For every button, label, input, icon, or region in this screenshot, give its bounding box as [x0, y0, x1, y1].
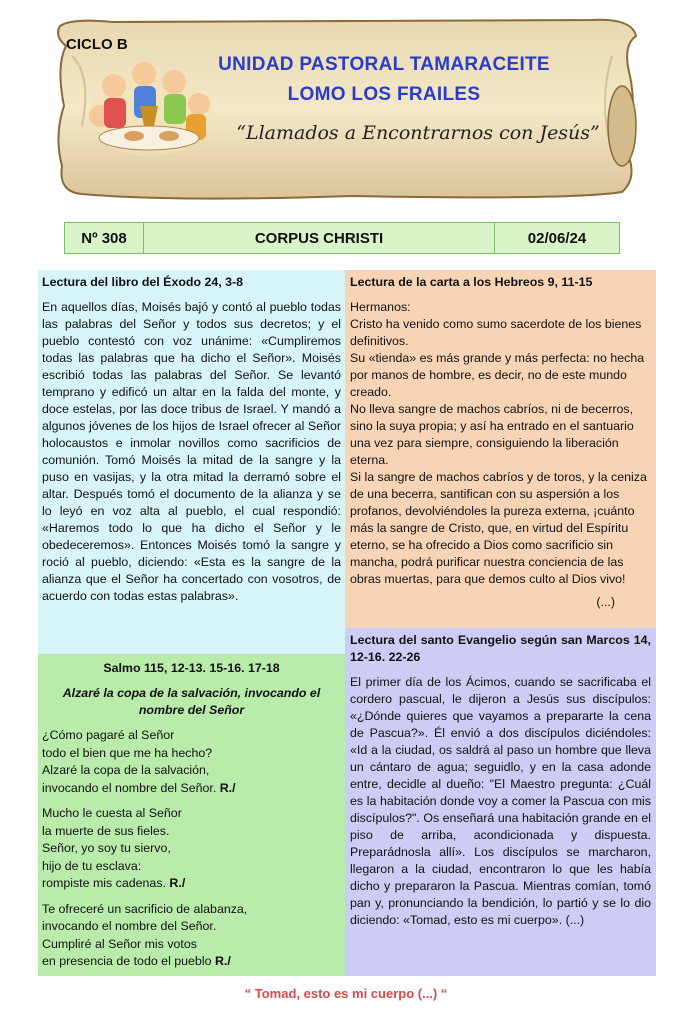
psalm-verse: Cumpliré al Señor mis votos — [42, 936, 197, 951]
psalm-verse: ¿Cómo pagaré al Señor — [42, 728, 175, 742]
psalm-title: Salmo 115, 12-13. 15-16. 17-18 — [103, 661, 280, 675]
issue-info-bar — [64, 222, 620, 254]
first-reading-title: Lectura del libro del Éxodo 24, 3-8 — [42, 275, 244, 289]
psalm-verse: Te ofreceré un sacrificio de alabanza, — [42, 901, 248, 916]
psalm-stanza — [42, 727, 341, 797]
psalm-verse: rompiste mis cadenas. R./ — [42, 876, 186, 890]
first-reading — [38, 270, 345, 654]
psalm-verse: Mucho le cuesta al Señor — [42, 806, 182, 820]
psalm-verse: Alzaré la copa de la salvación, — [42, 763, 210, 777]
issue-number: Nº 308 — [65, 223, 144, 253]
second-reading-ellipsis: (...) — [596, 595, 615, 609]
second-reading-line: Cristo ha venido como sumo sacerdote de los bienes definitivos. — [350, 317, 642, 348]
liturgical-cycle: CICLO B — [66, 36, 128, 53]
response-mark: R./ — [169, 876, 186, 890]
feast-title: CORPUS CHRISTI — [144, 223, 495, 253]
psalm-verse: invocando el nombre del Señor. R./ — [42, 780, 236, 795]
second-reading-line: No lleva sangre de machos cabríos, ni de becerros, sino la suya propia; y así ha entrado en el santuario una vez para siempre, consiguiendo la liberación eterna. — [350, 402, 634, 467]
issue-date: 02/06/24 — [527, 229, 587, 247]
first-reading-text: En aquellos días, Moisés bajó y contó al pueblo todas las palabras del Señor y todos sus decretos; y el pueblo contestó con voz unánime: «Cumpliremos todas las palabras que ha dicho el Señor». Moisés escribió todas las palabras del Señor. Se levantó temprano y edificó un altar en la falda del monte, y doce estelas, por las doce tribus de Israel. Y mandó a algunos jóvenes de los hijos de Israel ofrecer al Señor holocaustos e inmolar novillos como sacrificios de comunión. Tomó Moisés la mitad de la sangre y la puso en vasijas, y la otra mitad la derramó sobre el altar. Después tomó el documento de la alianza y se lo leyó en voz alta al pueblo, el cual respondió: «Haremos todo lo que ha dicho el Señor y le obedeceremos». Entonces Moisés tomó la sangre y roció al pueblo, diciendo: «Esta es la sangre de la alianza que el Señor ha concertado con vosotros, de acuerdo con todas estas palabras». — [42, 300, 341, 603]
footer-quote: “ Tomad, esto es mi cuerpo (...) “ — [244, 986, 448, 1001]
psalm-verse: la muerte de sus fieles. — [42, 823, 170, 838]
psalm-verse: hijo de tu esclava: — [42, 858, 142, 873]
psalm-stanza — [42, 901, 341, 971]
gospel-reading — [345, 628, 656, 976]
gospel-title: Lectura del santo Evangelio según san Marcos 14, 12-16. 22-26 — [350, 633, 651, 664]
psalm-verse: todo el bien que me ha hecho? — [42, 745, 213, 760]
parish-name: UNIDAD PASTORAL TAMARACEITE — [218, 54, 550, 75]
psalm-verse: Señor, yo soy tu siervo, — [42, 841, 171, 855]
psalm-stanza — [42, 805, 341, 893]
psalm-verse: invocando el nombre del Señor. — [42, 919, 217, 933]
response-mark: R./ — [214, 954, 231, 968]
psalm-verse: en presencia de todo el pueblo R./ — [42, 954, 231, 968]
second-reading-title: Lectura de la carta a los Hebreos 9, 11-15 — [350, 275, 593, 289]
second-reading-line: Si la sangre de machos cabríos y de toros, y la ceniza de una becerra, santifican con su aspersión a los profanos, devolviéndoles la pureza externa, ¡cuánto más la sangre de Cristo, que, en virtud del Espíritu eterno, se ha ofrecido a Dios como sacrificio sin mancha, podrá purificar nuestra conciencia de las obras muertas, para que demos culto al Dios vivo! — [350, 470, 647, 586]
psalm — [38, 654, 345, 976]
response-mark: R./ — [219, 780, 236, 795]
gospel-text: El primer día de los Ácimos, cuando se sacrificaba el cordero pascual, le dijeron a Jesús sus discípulos: «¿Dónde quieres que vayamos a prepararte la cena de Pascua?». Él envió a dos discípulos diciéndoles: «Id a la ciudad, os saldrá al paso un hombre que lleva un cántaro de agua; seguidlo, y en la casa adonde entre, decidle al dueño: "El Maestro pregunta: ¿Cuál es la habitación donde voy a comer la Pascua con mis discípulos?". Os enseñará una habitación grande en el piso de arriba, acondicionada y dispuesta. Preparádnosla allí». Los discípulos se marcharon, llegaron a la ciudad, encontraron lo que les había dicho y prepararon la Pascua. Mientras comían, tomó pan y, pronunciando la bendición, lo partió y se lo dio diciendo: «Tomad, esto es mi cuerpo». (...) — [350, 675, 651, 927]
second-reading — [345, 270, 656, 628]
parish-subtitle: LOMO LOS FRAILES — [287, 84, 481, 105]
second-reading-line: Hermanos: — [350, 300, 411, 314]
second-reading-line: Su «tienda» es más grande y más perfecta: no hecha por manos de hombre, es decir, no de este mundo creado. — [350, 351, 645, 399]
motto: “Llamados a Encontrarnos con Jesús” — [236, 122, 600, 144]
psalm-response: Alzaré la copa de la salvación, invocando el nombre del Señor — [62, 686, 321, 717]
